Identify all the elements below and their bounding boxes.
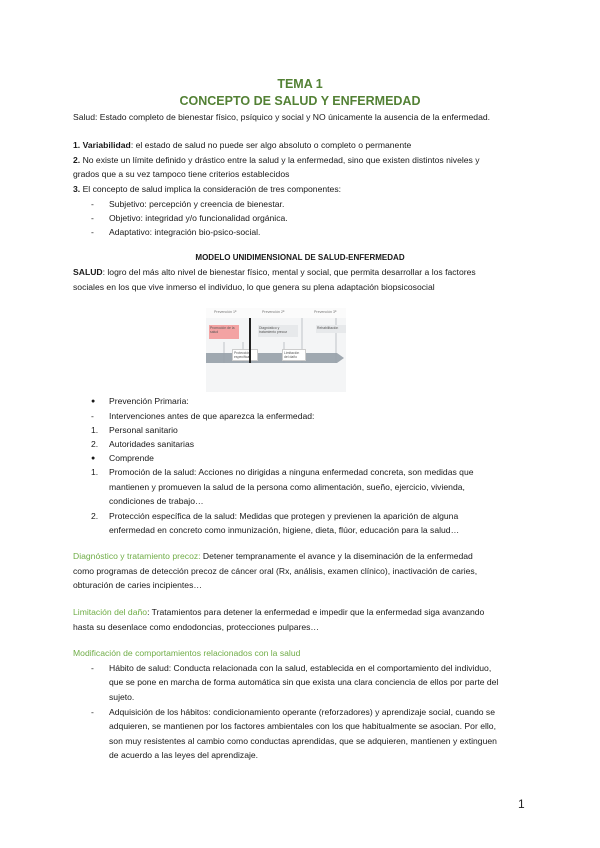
proteccion-line2: enfermedad en concreto como inmunización, higiene, dieta, flúor, educación para la salud… [109, 525, 460, 535]
promocion-line1 [109, 465, 474, 480]
proteccion-text: : Medidas que protegen y previenen la aparición de alguna [234, 511, 459, 521]
diagram-label-prev1: Prevención 1ª [214, 310, 237, 314]
adquisicion-line4: de acuerdo a las leyes del aprendizaje. [109, 750, 259, 760]
list1-item2-text: No existe un límite definido y drástico entre la salud y la enfermedad, sino que existen distintos niveles y [82, 155, 480, 165]
prevencion-intervenciones: Intervenciones antes de que aparezca la enfermedad: [109, 411, 315, 421]
modelo-line1 [73, 265, 533, 280]
list1-item3 [73, 182, 533, 197]
list-number: 2. [91, 439, 99, 449]
variabilidad-label: Variabilidad [82, 140, 131, 150]
adquisicion-label: Adquisición de los hábitos [109, 707, 209, 717]
diagram-box-limitacion: Limitación del daño [282, 349, 306, 361]
diagram-box-proteccion: Protección específica [232, 349, 258, 361]
adquisicion-text: : condicionamiento operante (reforzadores) y aprendizaje social, cuando se [208, 707, 495, 717]
diagram-background [206, 308, 346, 392]
prevencion-comprende: Comprende [109, 453, 154, 463]
adaptativo-text: : integración bio-psico-social. [149, 227, 261, 237]
list1-n1: 1. [73, 140, 81, 150]
diagram-box-diagnostico: Diagnóstico y tratamiento precoz [258, 325, 298, 337]
list1-item1 [73, 138, 533, 153]
component-subjetivo [109, 197, 284, 212]
prevencion-primaria: Prevención Primaria: [109, 396, 189, 406]
promocion-text: : Acciones no dirigidas a ninguna enfermedad concreta, son medidas que [194, 467, 474, 477]
list1-item2-line1 [73, 153, 533, 168]
promocion-line3: condiciones de trabajo… [109, 496, 204, 506]
habito-label: Hábito de salud [109, 663, 169, 673]
modelo-line2: sociales en los que vive inmerso el individuo, lo que genera su plena adaptación biopsicosocial [73, 282, 435, 292]
doc-title-main: CONCEPTO DE SALUD Y ENFERMEDAD [179, 94, 421, 108]
modelo-text: : logro del más alto nivel de bienestar físico, mental y social, que permita desarrollar a los factores [102, 267, 476, 277]
habito-line1 [109, 661, 491, 676]
modelo-heading: MODELO UNIDIMENSIONAL DE SALUD-ENFERMEDAD [195, 253, 405, 262]
subjetivo-text: : percepción y creencia de bienestar. [144, 199, 285, 209]
dash-marker: - [91, 227, 94, 237]
promocion-line2: mantienen y promueven la salud de la persona como alimentación, sueño, ejercicio, vivienda, [109, 482, 465, 492]
dash-marker: - [91, 707, 94, 717]
variabilidad-text: : el estado de salud no puede ser algo absoluto o completo o permanente [130, 140, 412, 150]
prevencion-autoridades: Autoridades sanitarias [109, 439, 195, 449]
list-number: 1. [91, 467, 99, 477]
subjetivo-label: Subjetivo [109, 199, 145, 209]
diagnostico-text: Detener tempranamente el avance y la diseminación de la enfermedad [200, 551, 473, 561]
habito-line2: que se pone en marcha de forma automática sin que exista una clara conciencia de ellos por parte del [109, 677, 499, 687]
modelo-label: SALUD [73, 267, 103, 277]
dash-marker: - [91, 199, 94, 209]
dash-marker: - [91, 213, 94, 223]
diagram-box-promocion: Promoción de la salud [209, 325, 239, 339]
diagram-box-rehabilitacion: Rehabilitación [316, 325, 346, 333]
limitacion-text: : Tratamientos para detener la enfermedad e impedir que la enfermedad siga avanzando [147, 607, 485, 617]
habito-line3: sujeto. [109, 692, 135, 702]
adquisicion-line3: son muy resistentes al cambio como conductas aprendidas, que se adquieren, mantienen y extinguen [109, 736, 497, 746]
adquisicion-line2: adquieren, se mantienen por los factores ambientales con los que habitualmente se asocian. Por ello, [109, 721, 496, 731]
diagnostico-label: Diagnóstico y tratamiento precoz: [73, 551, 201, 561]
dash-marker: - [91, 663, 94, 673]
salud-definition [73, 110, 533, 125]
proteccion-label: Protección específica de la salud [109, 511, 235, 521]
diagnostico-line3: obturación de caries incipientes… [73, 580, 202, 590]
list-number: 1. [91, 425, 99, 435]
component-objetivo [109, 211, 288, 226]
component-adaptativo [109, 225, 260, 240]
adaptativo-label: Adaptativo [109, 227, 150, 237]
promocion-label: Promoción de la salud [109, 467, 195, 477]
diagram-divider [249, 318, 251, 363]
modificacion-heading: Modificación de comportamientos relacionados con la salud [73, 648, 301, 658]
diagram-graphic [206, 306, 346, 392]
objetivo-label: Objetivo [109, 213, 141, 223]
limitacion-label: Limitación del daño [73, 607, 148, 617]
diagnostico-line2: como programas de detección precoz de cáncer oral (Rx, análisis, examen clínico), inactivación de caries, [73, 566, 478, 576]
list1-n3: 3. [73, 184, 81, 194]
salud-text: : Estado completo de bienestar físico, psíquico y social y NO únicamente la ausencia de la enfermedad. [94, 112, 491, 122]
diagnostico-line1 [73, 549, 533, 564]
limitacion-line1 [73, 605, 533, 620]
list1-item2-line2: grados que a su vez tampoco tiene criterios establecidos [73, 169, 290, 179]
list1-n2: 2. [73, 155, 81, 165]
adquisicion-line1 [109, 705, 495, 720]
list1-item3-text: El concepto de salud implica la consideración de tres componentes: [82, 184, 342, 194]
salud-label: Salud [73, 112, 95, 122]
diagram-label-prev3: Prevención 3ª [314, 310, 337, 314]
timeline-arrow [206, 353, 344, 363]
doc-title-topic: TEMA 1 [277, 77, 323, 91]
diagram-label-prev2: Prevención 2ª [262, 310, 285, 314]
objetivo-text: : integridad y/o funcionalidad orgánica. [140, 213, 288, 223]
page-number: 1 [518, 797, 525, 811]
habito-text: : Conducta relacionada con la salud, establecida en el comportamiento del individuo, [168, 663, 492, 673]
limitacion-line2: hasta su desenlace como endodoncias, protecciones pulpares… [73, 622, 320, 632]
bullet-dot: ● [91, 398, 96, 405]
proteccion-line1 [109, 509, 458, 524]
dash-marker: - [91, 411, 94, 421]
list-number: 2. [91, 511, 99, 521]
prevention-levels-diagram [206, 306, 346, 392]
prevencion-personal: Personal sanitario [109, 425, 178, 435]
bullet-dot: ● [91, 455, 96, 462]
